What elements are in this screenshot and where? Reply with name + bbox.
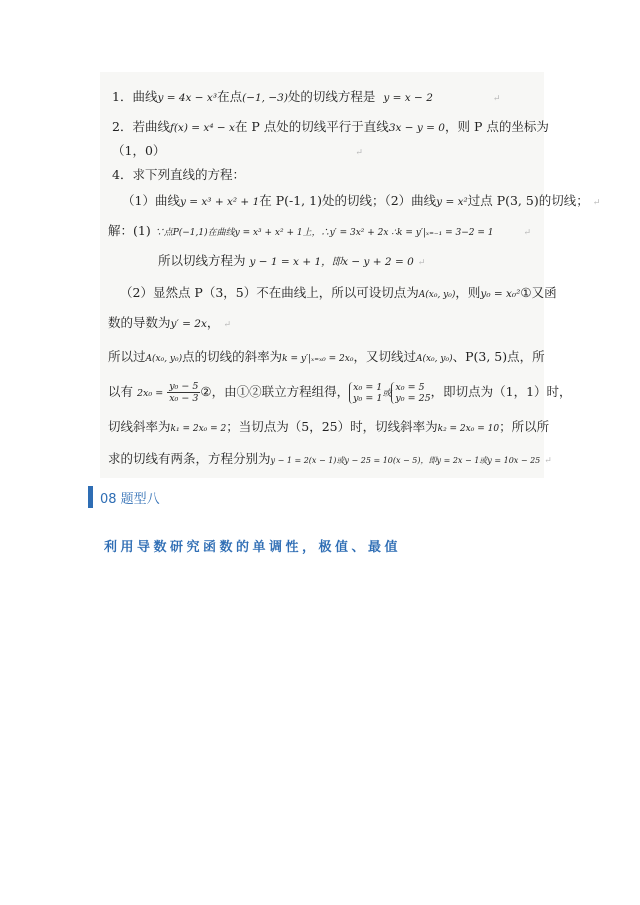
return-mark: ↵	[355, 148, 363, 158]
text: 所以切线方程为	[158, 253, 246, 268]
equation: f(x) = x⁴ − x	[169, 122, 235, 134]
problem-4	[112, 166, 245, 184]
text: 2．若曲线	[112, 119, 170, 134]
text: 切线斜率为	[108, 419, 171, 434]
equation: k₂ = 2x₀ = 10	[437, 424, 500, 434]
section-accent-bar	[88, 486, 93, 508]
text: ；当切点为（5，25）时，切线斜率为	[226, 419, 438, 434]
scanned-solution-image	[100, 72, 601, 478]
text: 以有	[108, 384, 134, 399]
text: 处的切线方程是	[287, 89, 376, 104]
text: （1）曲线	[122, 193, 180, 208]
text: ，	[206, 315, 220, 330]
text: （2）显然点 P（3，5）不在曲线上，所以可设切点为	[120, 285, 419, 300]
equation: ∵点P(−1,1)在曲线y = x³ + x² + 1上，∴y′ = 3x² + 2x ∴k = y′|ₓ₌₋₁ = 3−2 = 1	[154, 228, 494, 238]
solution-2-line-5	[108, 418, 549, 438]
equation: x₀ = 5	[395, 381, 425, 393]
fraction	[167, 381, 200, 404]
equation: k = y′|ₓ₌ₓ₀ = 2x₀	[282, 354, 354, 364]
solution-2-line-1	[120, 284, 557, 304]
return-mark: ↵	[417, 258, 426, 268]
section-subtitle: 利用导数研究函数的单调性，极值、最值	[104, 540, 402, 555]
equation: 2x₀ =	[137, 388, 164, 399]
equation: y − 1 = x + 1，即x − y + 2 = 0	[249, 256, 414, 268]
text: 在 P(-1, 1)处的切线；（2）曲线	[259, 193, 437, 208]
problem-4-parts	[122, 192, 600, 212]
text: ①又函	[520, 285, 557, 300]
problem-2-answer	[112, 142, 363, 162]
equation: A(x₀, y₀)	[145, 354, 183, 364]
equation: y₀ = 1	[353, 392, 383, 404]
equation: 3x − y = 0	[388, 122, 445, 134]
text: 、P(3, 5)点，所	[452, 349, 545, 364]
problem-2	[112, 118, 549, 137]
system-1	[349, 382, 382, 404]
return-mark: ↵	[223, 320, 231, 330]
equation: A(x₀, y₀)	[418, 290, 456, 300]
text: ，即切点为（1，1）时，	[430, 384, 572, 399]
text: ，则 P 点的坐标为	[444, 119, 549, 134]
text: 数的导数为	[108, 315, 171, 330]
text: ②，由①②联立方程组得，	[200, 384, 350, 399]
equation: y = 4x − x³	[157, 92, 218, 104]
text: 或	[382, 389, 392, 399]
solution-2-line-2	[108, 314, 231, 334]
equation: x₀ = 1	[353, 381, 383, 393]
equation: (−1, −3)	[242, 92, 288, 104]
text: 过点 P(3, 5)的切线；	[467, 193, 589, 208]
equation: A(x₀, y₀)	[415, 354, 453, 364]
text: 在点	[217, 89, 243, 104]
equation: k₁ = 2x₀ = 2	[170, 424, 227, 434]
return-mark: ↵	[592, 198, 601, 208]
text: 1．曲线	[112, 89, 158, 104]
equation: y₀ = x₀²	[480, 288, 521, 300]
solution-1	[108, 222, 531, 242]
return-mark: ↵	[523, 228, 532, 238]
solution-1-result	[158, 252, 425, 272]
problem-1	[112, 88, 500, 108]
section-title: 08 题型八	[100, 492, 160, 507]
text: 在 P 点处的切线平行于直线	[234, 119, 389, 134]
equation: y′ = 2x	[170, 318, 207, 330]
text: 所以过	[108, 349, 146, 364]
numerator: y₀ − 5	[169, 381, 199, 392]
text: 解：(1)	[108, 223, 151, 238]
text: 点的切线的斜率为	[182, 349, 283, 364]
equation: y = x³ + x² + 1	[179, 196, 260, 208]
system-2	[391, 382, 430, 404]
text: 4．求下列直线的方程：	[112, 167, 245, 182]
equation: y = x − 2	[383, 92, 433, 104]
return-mark: ↵	[544, 456, 552, 466]
text: （1，0）	[112, 143, 166, 158]
equation: y = x²	[436, 196, 468, 208]
text: ，又切线过	[353, 349, 416, 364]
denominator: x₀ − 3	[169, 393, 199, 404]
text: 求的切线有两条，方程分别为	[108, 451, 271, 466]
solution-2-line-4	[108, 380, 572, 406]
solution-2-line-6	[108, 450, 552, 470]
equation: y − 1 = 2(x − 1)或y − 25 = 10(x − 5)，即y = 2x − 1或y = 10x − 25	[270, 456, 541, 465]
solution-2-line-3	[108, 348, 545, 368]
text: ；所以所	[499, 419, 550, 434]
text: ，则	[455, 285, 481, 300]
equation: y₀ = 25	[395, 392, 431, 404]
return-mark: ↵	[492, 94, 501, 104]
